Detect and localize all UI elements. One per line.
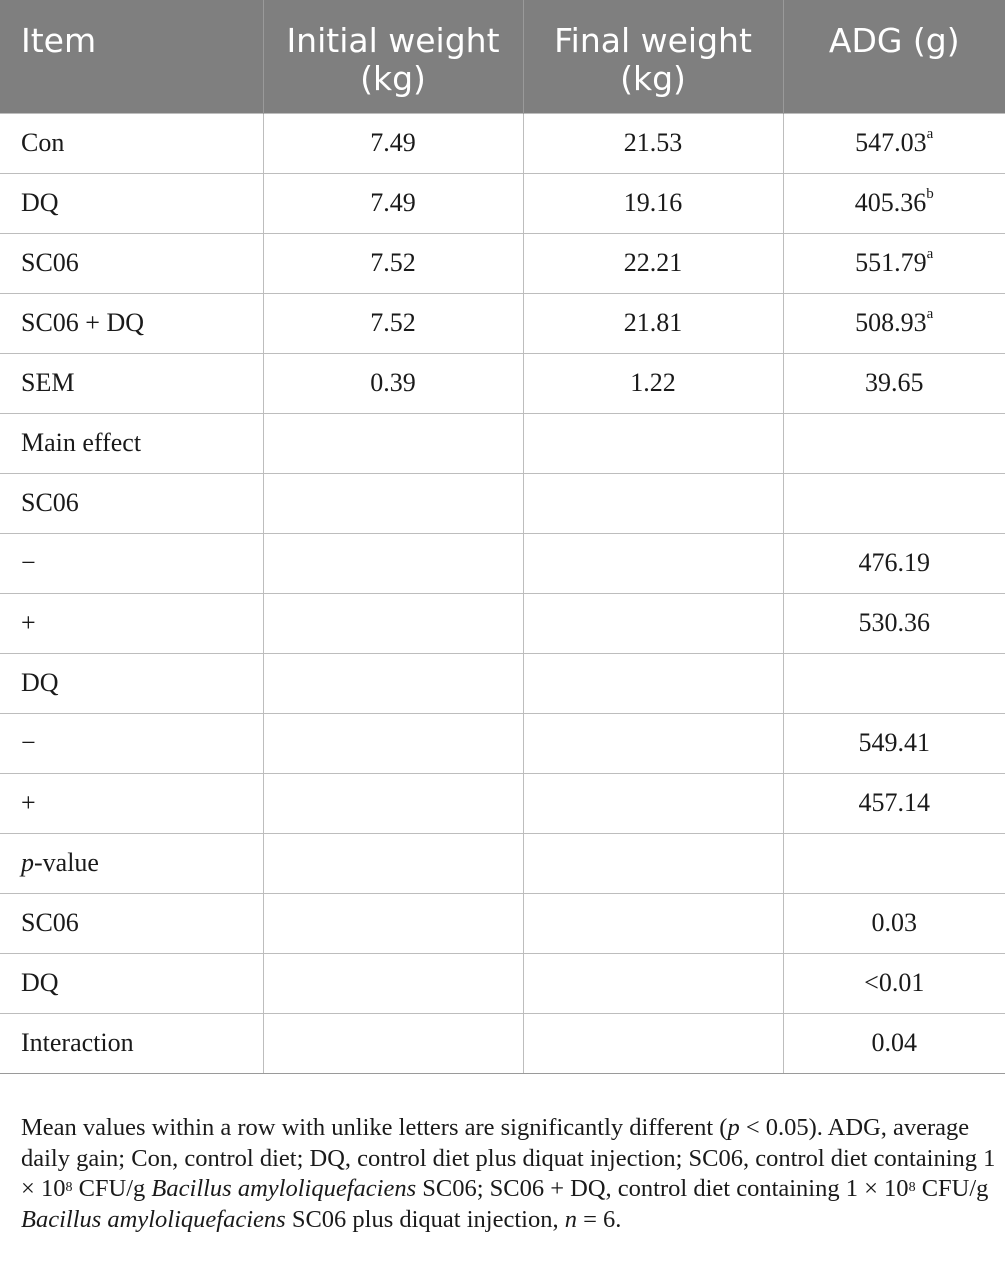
cell-adg [783, 473, 1005, 533]
cell-initial [263, 593, 523, 653]
cell-initial [263, 773, 523, 833]
cell-final [523, 413, 783, 473]
cell-initial [263, 533, 523, 593]
table-row [0, 473, 1005, 533]
cell-item: DQ [0, 653, 263, 713]
cell-initial [263, 833, 523, 893]
cell-final [523, 833, 783, 893]
cell-final: 1.22 [523, 353, 783, 413]
cell-item: p-value [0, 833, 263, 893]
cell-item: SC06 + DQ [0, 293, 263, 353]
cell-adg: 0.04 [783, 1013, 1005, 1073]
cell-adg: 508.93$^a$ [783, 293, 1005, 353]
cell-final: 22.21 [523, 233, 783, 293]
cell-adg: 551.79$^a$ [783, 233, 1005, 293]
cell-final [523, 533, 783, 593]
header-final-weight: Final weight (kg) [523, 0, 783, 113]
table-row [0, 593, 1005, 653]
table-footnote: Mean values within a row with unlike letters are significantly different (p < 0.05). ADG, average daily gain; Con, control diet; DQ, control diet plus diquat injection; SC06, control diet containing $1 \times 10^8$ CFU/g Bacillus amyloliquefaciens SC06; SC06 + DQ, control diet containing $1 \times 10^8$ CFU/g Bacillus amyloliquefaciens SC06 plus diquat injection, n = 6. [21, 1114, 996, 1233]
cell-final [523, 893, 783, 953]
cell-adg: 0.03 [783, 893, 1005, 953]
table-row [0, 293, 1005, 353]
table-row [0, 413, 1005, 473]
header-row [0, 0, 1005, 113]
table-row [0, 233, 1005, 293]
significance-letter: b [926, 186, 934, 202]
header-initial-weight: Initial weight (kg) [263, 0, 523, 113]
cell-item: SC06 [0, 893, 263, 953]
table-row [0, 353, 1005, 413]
header-item: Item [0, 0, 263, 113]
cell-initial [263, 713, 523, 773]
cell-item: Main effect [0, 413, 263, 473]
cell-initial: 7.52 [263, 293, 523, 353]
cell-item: − [0, 713, 263, 773]
cell-item: Interaction [0, 1013, 263, 1073]
significance-letter: a [926, 126, 934, 142]
cell-item: Con [0, 113, 263, 173]
cell-adg: 476.19 [783, 533, 1005, 593]
cell-item: + [0, 773, 263, 833]
cell-initial: 7.49 [263, 173, 523, 233]
cell-item: + [0, 593, 263, 653]
cell-adg: <0.01 [783, 953, 1005, 1013]
table-row [0, 653, 1005, 713]
cell-adg: 39.65 [783, 353, 1005, 413]
table-row [0, 833, 1005, 893]
table-row [0, 713, 1005, 773]
table-row [0, 953, 1005, 1013]
cell-initial: 7.52 [263, 233, 523, 293]
table-row [0, 113, 1005, 173]
cell-final [523, 593, 783, 653]
cell-adg [783, 653, 1005, 713]
cell-final: 21.53 [523, 113, 783, 173]
cell-final [523, 953, 783, 1013]
cell-adg: 547.03$^a$ [783, 113, 1005, 173]
cell-adg [783, 413, 1005, 473]
cell-initial: 0.39 [263, 353, 523, 413]
cell-final [523, 773, 783, 833]
cell-initial [263, 653, 523, 713]
table-row [0, 1013, 1005, 1073]
cell-initial: 7.49 [263, 113, 523, 173]
cell-final [523, 473, 783, 533]
cell-initial [263, 953, 523, 1013]
cell-adg: 457.14 [783, 773, 1005, 833]
cell-item: SEM [0, 353, 263, 413]
cell-final [523, 1013, 783, 1073]
significance-letter: a [926, 246, 934, 262]
cell-initial [263, 473, 523, 533]
cell-adg: 530.36 [783, 593, 1005, 653]
cell-item: DQ [0, 953, 263, 1013]
table-row [0, 893, 1005, 953]
table-row [0, 533, 1005, 593]
table-body [0, 113, 1005, 1073]
cell-final: 21.81 [523, 293, 783, 353]
header-adg: ADG (g) [783, 0, 1005, 113]
cell-adg: 549.41 [783, 713, 1005, 773]
table-row [0, 173, 1005, 233]
cell-final [523, 713, 783, 773]
cell-adg [783, 833, 1005, 893]
cell-initial [263, 413, 523, 473]
significance-letter: a [926, 306, 934, 322]
cell-item: SC06 [0, 233, 263, 293]
cell-initial [263, 893, 523, 953]
cell-initial [263, 1013, 523, 1073]
table-row [0, 773, 1005, 833]
cell-final [523, 653, 783, 713]
cell-item: DQ [0, 173, 263, 233]
cell-adg: 405.36$^b$ [783, 173, 1005, 233]
cell-item: SC06 [0, 473, 263, 533]
cell-item: − [0, 533, 263, 593]
cell-final: 19.16 [523, 173, 783, 233]
